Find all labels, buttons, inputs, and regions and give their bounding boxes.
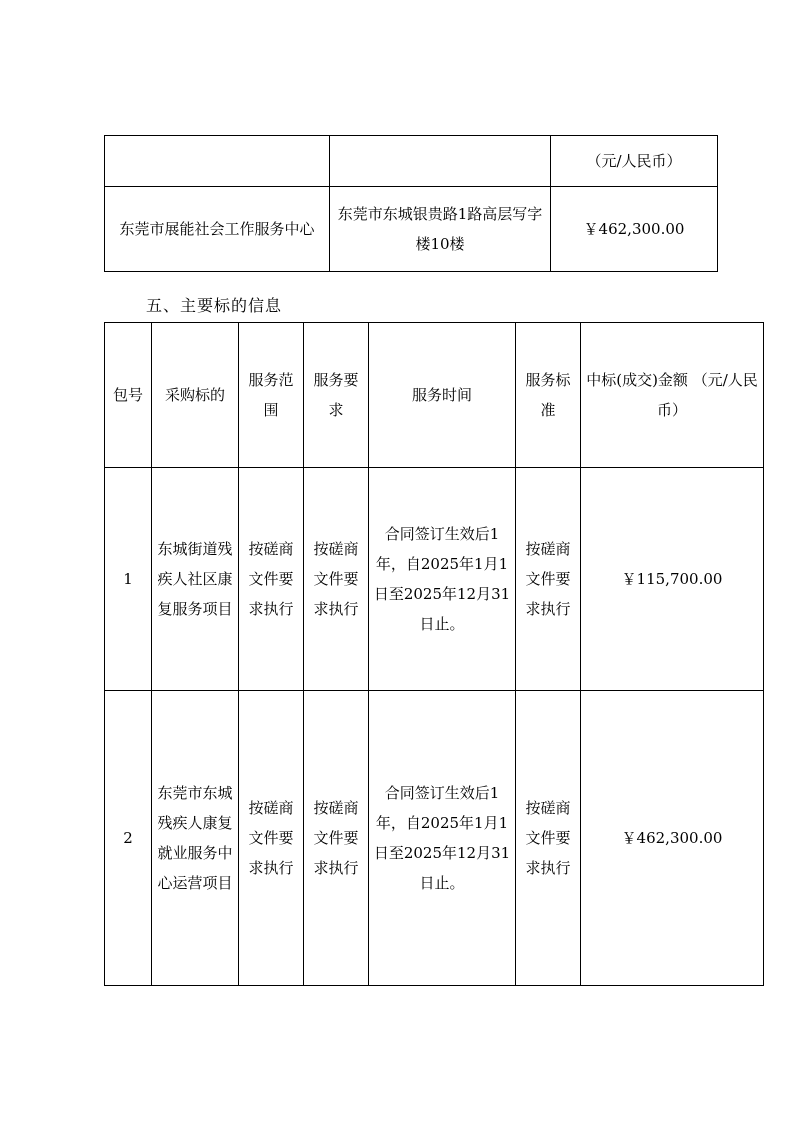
cell-package-no: 1	[105, 468, 152, 691]
cell-service-standard: 按磋商文件要求执行	[516, 468, 581, 691]
table-header-row	[105, 323, 764, 468]
supplier-table-container	[104, 135, 690, 272]
amount-unit-header-cell: （元/人民币）	[551, 136, 718, 187]
header-service-time: 服务时间	[369, 323, 516, 468]
cell-service-time: 合同签订生效后1年，自2025年1月1日至2025年12月31日止。	[369, 468, 516, 691]
header-amount	[581, 323, 764, 468]
section-title: 五、主要标的信息	[146, 296, 283, 315]
cell-service-requirement: 按磋商文件要求执行	[304, 468, 369, 691]
cell-service-scope: 按磋商文件要求执行	[239, 691, 304, 986]
main-subject-table-container	[104, 322, 758, 986]
table-row	[105, 187, 718, 272]
header-amount-unit: （元/人民币）	[656, 371, 758, 419]
cell-amount: ￥462,300.00	[581, 691, 764, 986]
cell-amount: ￥115,700.00	[581, 468, 764, 691]
cell-service-time: 合同签订生效后1年，自2025年1月1日至2025年12月31日止。	[369, 691, 516, 986]
header-service-scope: 服务范围	[239, 323, 304, 468]
header-service-standard: 服务标准	[516, 323, 581, 468]
header-procurement-object: 采购标的	[152, 323, 239, 468]
header-service-requirement: 服务要求	[304, 323, 369, 468]
table-row	[105, 468, 764, 691]
supplier-name-cell: 东莞市展能社会工作服务中心	[105, 187, 330, 272]
supplier-table	[104, 135, 718, 272]
main-subject-table	[104, 322, 764, 986]
table-row	[105, 691, 764, 986]
cell-service-scope: 按磋商文件要求执行	[239, 468, 304, 691]
cell-package-no: 2	[105, 691, 152, 986]
header-amount-label: 中标(成交)金额	[586, 371, 688, 389]
table-row	[105, 136, 718, 187]
supplier-address-header-cell	[330, 136, 551, 187]
cell-service-standard: 按磋商文件要求执行	[516, 691, 581, 986]
cell-service-requirement: 按磋商文件要求执行	[304, 691, 369, 986]
supplier-amount-cell: ￥462,300.00	[551, 187, 718, 272]
cell-procurement-object: 东莞市东城残疾人康复就业服务中心运营项目	[152, 691, 239, 986]
supplier-address-cell: 东莞市东城银贵路1路高层写字楼10楼	[330, 187, 551, 272]
header-package-no: 包号	[105, 323, 152, 468]
supplier-name-header-cell	[105, 136, 330, 187]
cell-procurement-object: 东城街道残疾人社区康复服务项目	[152, 468, 239, 691]
